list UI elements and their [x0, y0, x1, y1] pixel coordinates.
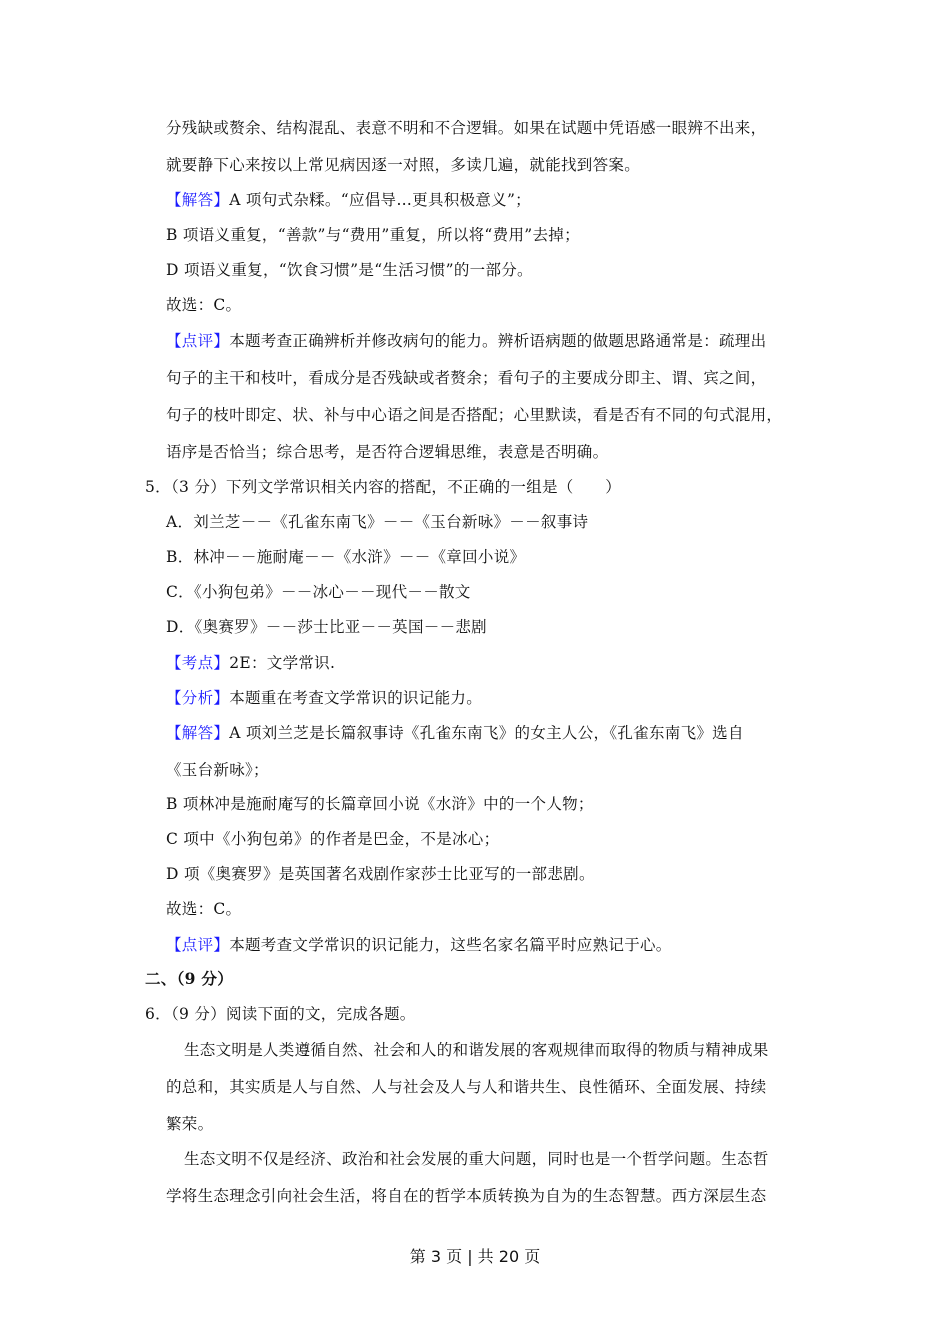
option-c: C．《小狗包弟》－－冰心－－现代－－散文	[166, 583, 471, 601]
paragraph-line: 学将生态理念引向社会生活，将自在的哲学本质转换为自为的生态智慧。西方深层生态	[166, 1187, 767, 1205]
text-line: 句子的枝叶即定、状、补与中心语之间是否搭配；心里默读，看是否有不同的句式混用，	[166, 406, 783, 424]
text-line: D 项《奥赛罗》是英国著名戏剧作家莎士比亚写的一部悲剧。	[166, 865, 595, 883]
comment-tag: 【点评】	[166, 936, 230, 954]
text-line: 语序是否恰当；综合思考，是否符合逻辑思维，表意是否明确。	[166, 443, 609, 461]
analysis-tag: 【分析】	[166, 689, 230, 707]
paragraph-line: 的总和，其实质是人与自然、人与社会及人与人和谐共生、良性循环、全面发展、持续	[166, 1078, 767, 1096]
text-line: 句子的主干和枝叶，看成分是否残缺或者赘余；看句子的主要成分即主、谓、宾之间，	[166, 369, 767, 387]
answer-line	[166, 723, 744, 743]
text-line: B 项林冲是施耐庵写的长篇章回小说《水浒》中的一个人物；	[166, 795, 594, 813]
option-d: D．《奥赛罗》－－莎士比亚－－英国－－悲剧	[166, 618, 487, 636]
comment-line	[166, 331, 766, 351]
question-6: 6．（9 分）阅读下面的文，完成各题。	[145, 1005, 416, 1023]
text-line: 故选：C。	[166, 296, 242, 314]
comment-line	[166, 935, 672, 955]
text: A 项刘兰芝是长篇叙事诗《孔雀东南飞》的女主人公，《孔雀东南飞》选自	[229, 724, 744, 742]
text: A 项句式杂糅。“应倡导…更具积极意义”；	[229, 191, 531, 209]
text: 本题重在考查文学常识的识记能力。	[229, 689, 483, 707]
answer-line	[166, 190, 531, 210]
page-footer: 第 3 页 | 共 20 页	[409, 1247, 541, 1266]
text-line: 分残缺或赘余、结构混乱、表意不明和不合逻辑。如果在试题中凭语感一眼辨不出来，	[166, 119, 767, 137]
option-a: A．刘兰芝－－《孔雀东南飞》－－《玉台新咏》－－叙事诗	[166, 513, 589, 531]
answer-tag: 【解答】	[166, 724, 230, 742]
knowledge-tag: 【考点】	[166, 654, 230, 672]
text: 2E：文学常识.	[229, 654, 336, 672]
text-line: C 项中《小狗包弟》的作者是巴金，不是冰心；	[166, 830, 500, 848]
question-5: 5．（3 分）下列文学常识相关内容的搭配，不正确的一组是（ ）	[145, 478, 622, 496]
text-line: D 项语义重复，“饮食习惯”是“生活习惯”的一部分。	[166, 261, 533, 279]
paragraph-line: 生态文明是人类遵循自然、社会和人的和谐发展的客观规律而取得的物质与精神成果	[184, 1041, 769, 1059]
text-line: B 项语义重复，“善款”与“费用”重复，所以将“费用”去掉；	[166, 226, 580, 244]
answer-tag: 【解答】	[166, 191, 230, 209]
text-line: 就要静下心来按以上常见病因逐一对照，多读几遍，就能找到答案。	[166, 156, 641, 174]
knowledge-point-line	[166, 653, 335, 673]
option-b: B．林冲－－施耐庵－－《水浒》－－《章回小说》	[166, 548, 526, 566]
section-heading: 二、（9 分）	[145, 969, 234, 988]
comment-tag: 【点评】	[166, 332, 230, 350]
text-line: 《玉台新咏》；	[166, 761, 269, 779]
text: 本题考查正确辨析并修改病句的能力。辨析语病题的做题思路通常是：疏理出	[229, 332, 767, 350]
analysis-line	[166, 688, 482, 708]
paragraph-line: 繁荣。	[166, 1115, 214, 1133]
text-line: 故选：C。	[166, 900, 242, 918]
text: 本题考查文学常识的识记能力，这些名家名篇平时应熟记于心。	[229, 936, 672, 954]
paragraph-line: 生态文明不仅是经济、政治和社会发展的重大问题，同时也是一个哲学问题。生态哲	[184, 1150, 769, 1168]
